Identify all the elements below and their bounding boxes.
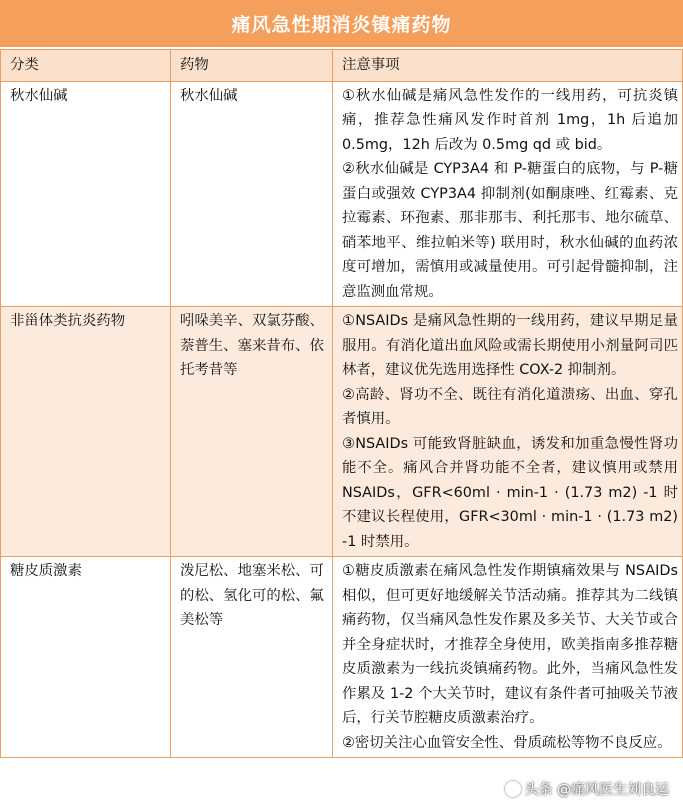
note-paragraph: ①糖皮质激素在痛风急性发作期镇痛效果与 NSAIDs 相似，但可更好地缓解关节活动痛。推荐其为二线镇痛药物，仅当痛风急性发作累及多关节、大关节或合并全身症状时，才推荐全身使用，欧美指南多推荐糖皮质激素为一线抗炎镇痛药物。此外，当痛风急性发作累及 1-2 个大关节时，建议有条件者可抽吸关节液后，行关节腔糖皮质激素治疗。 <box>342 563 678 726</box>
drug-table <box>0 49 683 758</box>
category-cell: 秋水仙碱 <box>1 81 171 307</box>
toutiao-logo-icon <box>505 781 521 797</box>
note-paragraph: ②秋水仙碱是 CYP3A4 和 P-糖蛋白的底物，与 P-糖蛋白或强效 CYP3A4 抑制剂(如酮康唑、红霉素、克拉霉素、环孢素、那非那韦、利托那韦、地尔硫草、硝苯地平、维拉帕米等) 联用时，秋水仙碱的血药浓度可增加，需慎用或减量使用。可引起骨髓抑制，注意监测血常规。 <box>342 161 678 300</box>
note-paragraph: ③NSAIDs 可能致肾脏缺血，诱发和加重急慢性肾功能不全。痛风合并肾功能不全者，建议慎用或禁用 NSAIDs，GFR<60ml · min-1 · (1.73 m2) -1 时不建议长程使用，GFR<30ml · min-1 · (1.73 m2) -1 时禁用。 <box>342 435 678 550</box>
header-notes: 注意事项 <box>333 50 683 82</box>
drug-cell: 泼尼松、地塞米松、可的松、氢化可的松、氟美松等 <box>171 557 333 758</box>
table-row <box>1 307 683 557</box>
table-row <box>1 81 683 307</box>
notes-cell <box>333 307 683 557</box>
header-drug: 药物 <box>171 50 333 82</box>
table-title: 痛风急性期消炎镇痛药物 <box>0 0 683 47</box>
note-paragraph: ②密切关注心血管安全性、骨质疏松等物不良反应。 <box>342 734 672 751</box>
drug-cell: 秋水仙碱 <box>171 81 333 307</box>
notes-cell <box>333 557 683 758</box>
note-paragraph: ①秋水仙碱是痛风急性发作的一线用药，可抗炎镇痛，推荐急性痛风发作时首剂 1mg，1h 后追加 0.5mg，12h 后改为 0.5mg qd 或 bid。 <box>342 87 678 153</box>
category-cell: 糖皮质激素 <box>1 557 171 758</box>
header-row <box>1 50 683 82</box>
table-row <box>1 557 683 758</box>
note-paragraph: ①NSAIDs 是痛风急性期的一线用药，建议早期足量服用。有消化道出血风险或需长期使用小剂量阿司匹林者，建议优先选用选择性 COX-2 抑制剂。 <box>342 313 678 378</box>
notes-cell <box>333 81 683 307</box>
header-category: 分类 <box>1 50 171 82</box>
category-cell: 非甾体类抗炎药物 <box>1 307 171 557</box>
watermark-text: 头条 @痛风医生刘良运 <box>524 782 669 798</box>
note-paragraph: ②高龄、肾功不全、既往有消化道溃疡、出血、穿孔者慎用。 <box>342 386 678 427</box>
drug-cell: 吲哚美辛、双氯芬酸、萘普生、塞来昔布、依托考昔等 <box>171 307 333 557</box>
watermark <box>505 779 669 799</box>
